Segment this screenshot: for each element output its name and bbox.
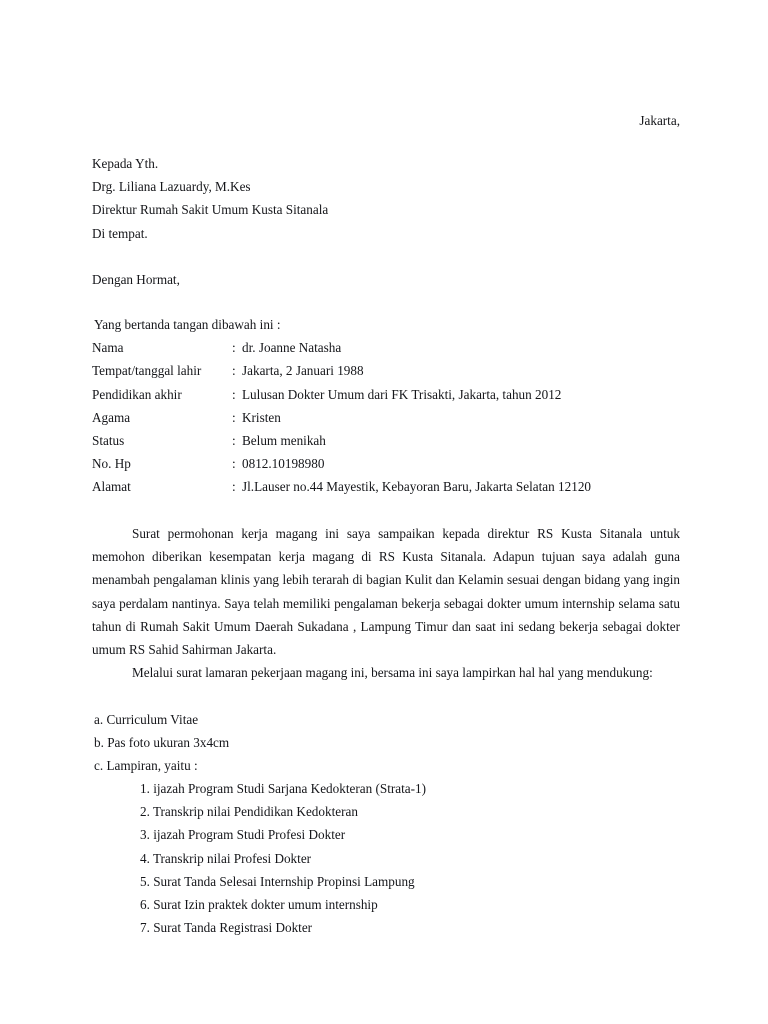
identity-row-alamat [92,475,680,498]
identity-label-status: Status [92,433,125,449]
attachment-lettered-list [92,708,680,778]
identity-value-tempat-tanggal-lahir: Jakarta, 2 Januari 1988 [242,363,364,379]
identity-separator: : [232,433,236,449]
list-item: 1. ijazah Program Studi Sarjana Kedokteran (Strata-1) [140,781,427,796]
recipient-line-title: Direktur Rumah Sakit Umum Kusta Sitanala [92,202,329,218]
identity-label-agama: Agama [92,409,131,425]
identity-label-alamat: Alamat [92,479,131,495]
letter-sheet [92,0,680,1024]
list-item: c. Lampiran, yaitu : [94,758,198,774]
identity-separator: : [232,340,236,356]
identity-separator: : [232,363,236,379]
identity-separator: : [232,409,236,425]
salutation: Dengan Hormat, [92,272,180,287]
list-item: 4. Transkrip nilai Profesi Dokter [140,850,312,866]
identity-separator: : [232,479,236,495]
identity-label-no-hp: No. Hp [92,456,131,472]
identity-separator: : [232,456,236,472]
body-paragraph-1: Surat permohonan kerja magang ini saya sampaikan kepada direktur RS Kusta Sitanala untuk memohon diberikan kesempatan kerja magang di RS Kusta Sitanala. Adapun tujuan saya adalah guna menambah pengalaman klinis yang lebih terarah di bagian Kulit dan Kelamin sesuai dengan bidang yang ingin saya perdalam nantinya. Saya telah memiliki pengalaman bekerja sebagai dokter umum internship selama satu tahun di Rumah Sakit Umum Daerah Sukadana , Lampung Timur dan saat ini sedang bekerja sebagai dokter umum RS Sahid Sahirman Jakarta. [92,526,680,658]
identity-row-pendidikan-akhir [92,383,680,406]
list-item: 7. Surat Tanda Registrasi Dokter [140,920,313,936]
identity-row-tempat-tanggal-lahir [92,359,680,382]
recipient-line-name: Drg. Liliana Lazuardy, M.Kes [92,179,251,195]
list-item: 5. Surat Tanda Selesai Internship Propinsi Lampung [140,873,415,889]
identity-row-agama [92,406,680,429]
attachment-numbered-list [140,777,680,939]
identity-value-no-hp: 0812.10198980 [242,456,325,472]
identity-value-status: Belum menikah [242,433,326,449]
identity-label-tempat-tanggal-lahir: Tempat/tanggal lahir [92,363,202,379]
identity-value-agama: Kristen [242,409,281,425]
recipient-block [92,152,680,245]
recipient-line-salutation: Kepada Yth. [92,156,159,171]
identity-value-pendidikan-akhir: Lulusan Dokter Umum dari FK Trisakti, Jakarta, tahun 2012 [242,386,562,402]
list-item: 6. Surat Izin praktek dokter umum internship [140,897,378,913]
list-item: b. Pas foto ukuran 3x4cm [94,735,230,751]
identity-row-status [92,429,680,452]
identity-label-pendidikan-akhir: Pendidikan akhir [92,386,182,402]
identity-label-nama: Nama [92,340,124,356]
list-item: 3. ijazah Program Studi Profesi Dokter [140,827,346,843]
identity-lead-text: Yang bertanda tangan dibawah ini : [94,317,281,332]
identity-value-nama: dr. Joanne Natasha [242,340,342,356]
body-block [92,522,680,684]
date-line: Jakarta, [639,113,680,128]
identity-value-alamat: Jl.Lauser no.44 Mayestik, Kebayoran Baru, Jakarta Selatan 12120 [242,479,592,495]
body-paragraph-2: Melalui surat lamaran pekerjaan magang ini, bersama ini saya lampirkan hal hal yang mendukung: [132,665,653,681]
list-item: a. Curriculum Vitae [94,712,199,727]
identity-row-no-hp [92,452,680,475]
identity-row-nama [92,336,680,359]
identity-separator: : [232,386,236,402]
identity-block [92,313,680,499]
recipient-line-place: Di tempat. [92,225,148,241]
list-item: 2. Transkrip nilai Pendidikan Kedokteran [140,804,358,820]
